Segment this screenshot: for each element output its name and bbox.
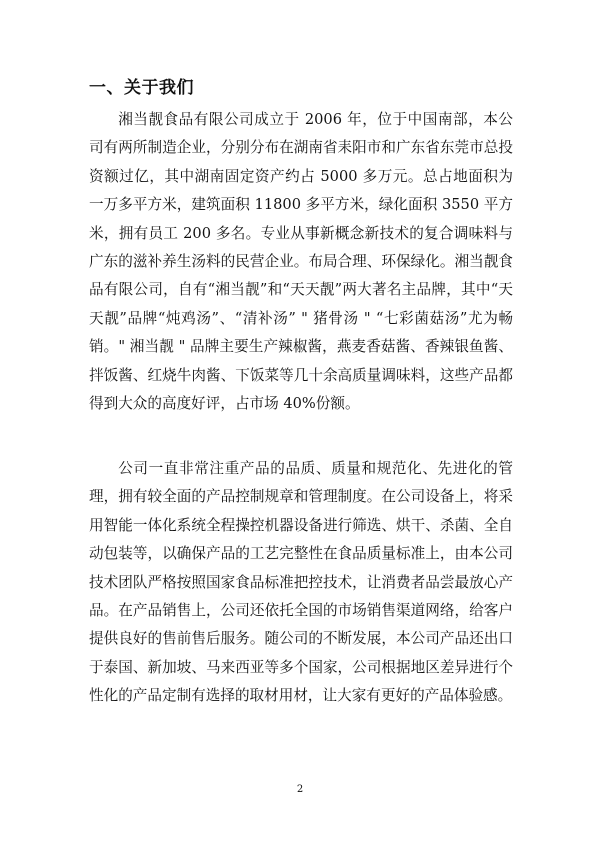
paragraph-quality-management: 公司一直非常注重产品的品质、质量和规范化、先进化的管理，拥有较全面的产品控制规章和管理制度。在公司设备上，将采用智能一体化系统全程操控机器设备进行筛选、烘干、杀菌、全自动包装等，以确保产品的工艺完整性在食品质量标准上，由本公司技术团队严格按照国家食品标准把控技术，让消费者品尝最放心产品。在产品销售上，公司还依托全国的市场销售渠道网络，给客户提供良好的售前售后服务。随公司的不断发展，本公司产品还出口于泰国、新加坡、马来西亚等多个国家，公司根据地区差异进行个性化的产品定制有选择的取材用材，让大家有更好的产品体验感。 [89,460,513,705]
section-heading: 一、关于我们 [89,78,194,98]
page-number: 2 [296,784,304,795]
paragraph-company-overview: 湘当靓食品有限公司成立于 2006 年，位于中国南部，本公司有两所制造企业，分别分布在湖南省耒阳市和广东省东莞市总投资额过亿，其中湖南固定资产约占 5000 多万元。总占地面积为一万多平方米，建筑面积 11800 多平方米，绿化面积 3550 平方米，拥有员工 200 多名。专业从事新概念新技术的复合调味料与广东的滋补养生汤料的民营企业。布局合理、环保绿化。湘当靓食品有限公司，自有“湘当靓”和“天天靓”两大著名主品牌，其中“天天靓”品牌“炖鸡汤”、“清补汤” " 猪骨汤 " “七彩菌菇汤”尤为畅销。" 湘当靓 " 品牌主要生产辣椒酱，燕麦香菇酱、香辣银鱼酱、拌饭酱、红烧牛肉酱、下饭菜等几十余高质量调味料，这些产品都得到大众的高度好评，占市场 40%份额。 [89,111,513,413]
